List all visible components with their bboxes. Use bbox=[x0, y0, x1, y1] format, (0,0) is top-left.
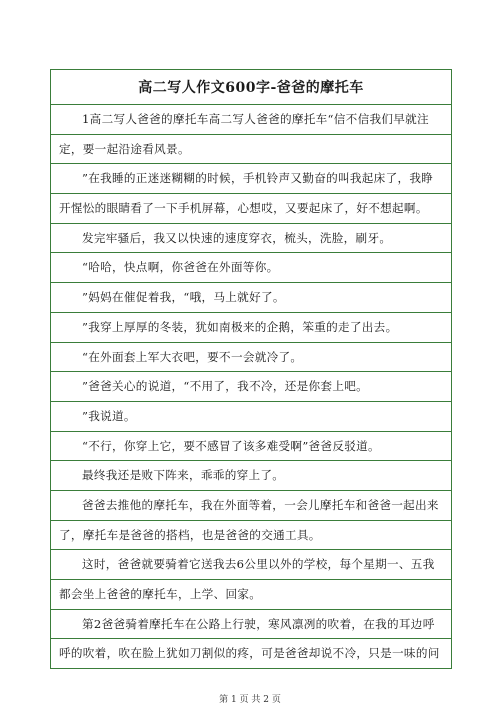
text-line: 定，要一起沿途看风景。 bbox=[51, 135, 451, 165]
text-line: ”妈妈在催促着我，“哦，马上就好了。 bbox=[51, 283, 451, 313]
text-line: 第2爸爸骑着摩托车在公路上行驶，寒风凛冽的吹着，在我的耳边呼 bbox=[51, 610, 451, 640]
text-line: ”爸爸关心的说道，“不用了，我不冷，还是你套上吧。 bbox=[51, 372, 451, 402]
text-line: 发完牢骚后，我又以快速的速度穿衣，梳头，洗脸，刷牙。 bbox=[51, 224, 451, 254]
text-line: 开惺忪的眼睛看了一下手机屏幕，心想哎，又要起床了，好不想起啊。 bbox=[51, 194, 451, 224]
page-number: 第 1 页 共 2 页 bbox=[219, 695, 281, 705]
text-line: 都会坐上爸爸的摩托车，上学、回家。 bbox=[51, 580, 451, 610]
text-line: “不行，你穿上它，要不感冒了该多难受啊”爸爸反驳道。 bbox=[51, 432, 451, 462]
document-table bbox=[50, 69, 452, 669]
text-line: 最终我还是败下阵来，乖乖的穿上了。 bbox=[51, 461, 451, 491]
document-title: 高二写人作文600字-爸爸的摩托车 bbox=[51, 70, 451, 105]
text-line: ”在我睡的正迷迷糊糊的时候，手机铃声又勤奋的叫我起床了，我睁 bbox=[51, 164, 451, 194]
text-line: 了，摩托车是爸爸的搭档，也是爸爸的交通工具。 bbox=[51, 521, 451, 551]
text-line: ”我穿上厚厚的冬装，犹如南极来的企鹅，笨重的走了出去。 bbox=[51, 313, 451, 343]
document-body bbox=[51, 105, 451, 669]
text-line: 呼的吹着，吹在脸上犹如刀割似的疼，可是爸爸却说不冷，只是一味的问 bbox=[51, 639, 451, 669]
text-line: 爸爸去推他的摩托车，我在外面等着，一会儿摩托车和爸爸一起出来 bbox=[51, 491, 451, 521]
text-line: ”我说道。 bbox=[51, 402, 451, 432]
text-line: 1高二写人爸爸的摩托车高二写人爸爸的摩托车“信不信我们早就注 bbox=[51, 105, 451, 135]
text-line: “哈哈，快点啊，你爸爸在外面等你。 bbox=[51, 253, 451, 283]
text-line: 这时，爸爸就要骑着它送我去6公里以外的学校，每个星期一、五我 bbox=[51, 550, 451, 580]
text-line: “在外面套上军大衣吧，要不一会就冷了。 bbox=[51, 343, 451, 373]
